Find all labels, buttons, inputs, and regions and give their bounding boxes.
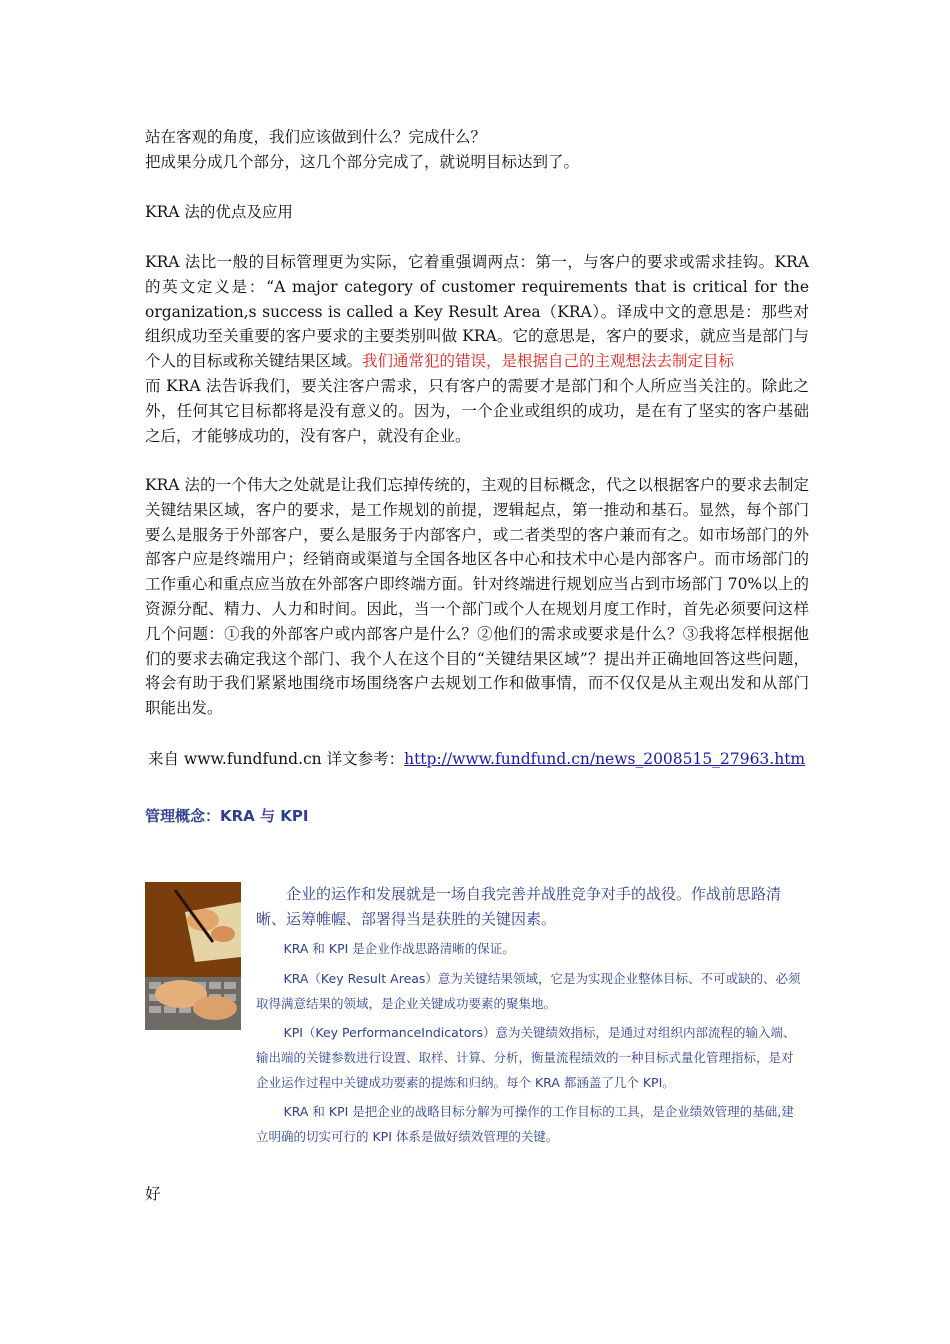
kpi-definition: KPI（Key PerformanceIndicators）意为关键绩效指标，是通过对组织内部流程的输入端、输出端的关键参数进行设置、取样、计算、分析，衡量流程绩效的一种目标式量化管理指标，是对企业运作过程中关键成功要素的提炼和归纳。每个 KRA 都涵盖了几个 KPI。 (256, 1025, 796, 1090)
photo-illustration (145, 882, 241, 1030)
kra-kpi-tools: KRA 和 KPI 是把企业的战略目标分解为可操作的工作目标的工具，是企业绩效管理的基础,建立明确的切实可行的 KPI 体系是做好绩效管理的关键。 (256, 1104, 794, 1144)
source-prefix: 来自 www.fundfund.cn 详文参考： (148, 750, 405, 768)
intro-line-1: 站在客观的角度，我们应该做到什么？完成什么？ (145, 128, 487, 146)
paragraph-text: KRA 法比一般的目标管理更为实际，它着重强调两点：第一，与客户的要求或需求挂钩。KRA 的英文定义是：“A major category of customer requirements that is critical for the organization,s success is called a Key Result Area（KRA）。译成中文的意思是：那些对组织成功至关重要的客户要求的主要类别叫做 KRA。它的意思是，客户的要求，就应当是部门与个人的目标或称关键结果区域。 (145, 253, 809, 371)
highlighted-error-text: 我们通常犯的错误，是根据自己的主观想法去制定目标 (362, 352, 735, 371)
paragraph-kra-definition (145, 250, 809, 448)
kra-kpi-intro: 企业的运作和发展就是一场自我完善并战胜竞争对手的战役。作战前思路清晰、运筹帷幄、部署得当是获胜的关键因素。 (256, 885, 782, 928)
footer-char: 好 (145, 1185, 161, 1203)
source-link[interactable]: http://www.fundfund.cn/news_2008515_27963.htm (404, 750, 806, 768)
section-title: KRA 法的优点及应用 (145, 203, 293, 221)
kra-definition: KRA（Key Result Areas）意为关键结果领域，它是为实现企业整体目标、不可或缺的、必须取得满意结果的领域，是企业关键成功要素的聚集地。 (256, 971, 801, 1011)
paragraph-kra-advantages: KRA 法的一个伟大之处就是让我们忘掉传统的，主观的目标概念，代之以根据客户的要求去制定关键结果区域，客户的要求，是工作规划的前提，逻辑起点，第一推动和基石。显然，每个部门要么是服务于外部客户，要么是服务于内部客户，或二者类型的客户兼而有之。如市场部门的外部客户应是终端用户；经销商或渠道与全国各地区各中心和技术中心是内部客户。而市场部门的工作重心和重点应当放在外部客户即终端方面。针对终端进行规划应当占到市场部门 70%以上的资源分配、精力、人力和时间。因此，当一个部门或个人在规划月度工作时，首先必须要问这样几个问题：①我的外部客户或内部客户是什么？②他们的需求或要求是什么？③我将怎样根据他们的要求去确定我这个部门、我个人在这个目的“关键结果区域”？提出并正确地回答这些问题，将会有助于我们紧紧地围绕市场围绕客户去规划工作和做事情，而不仅仅是从主观出发和从部门职能出发。 (145, 476, 809, 718)
kra-kpi-guarantee: KRA 和 KPI 是企业作战思路清晰的保证。 (283, 941, 515, 956)
hands-writing-keyboard-image (145, 882, 241, 1030)
source-line (148, 747, 805, 772)
management-concept-heading: 管理概念：KRA 与 KPI (145, 807, 309, 825)
intro-line-2: 把成果分成几个部分，这几个部分完成了，就说明目标达到了。 (145, 153, 580, 171)
paragraph-text: 而 KRA 法告诉我们，要关注客户需求，只有客户的需要才是部门和个人所应当关注的。除此之外，任何其它目标都将是没有意义的。因为，一个企业或组织的成功，是在有了坚实的客户基础之后，才能够成功的，没有客户，就没有企业。 (145, 376, 809, 445)
